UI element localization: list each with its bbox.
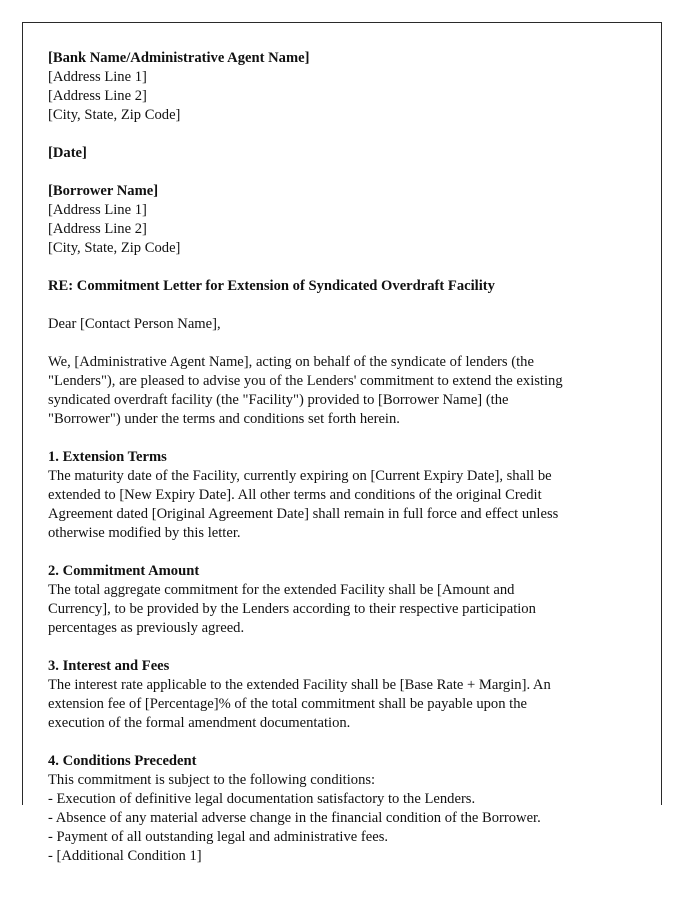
sender-address-block <box>48 49 563 125</box>
intro-paragraph-block <box>48 353 563 429</box>
section-commitment-amount-heading: 2. Commitment Amount <box>48 563 200 579</box>
recipient-name: [Borrower Name] <box>48 183 159 199</box>
section-extension-terms-heading: 1. Extension Terms <box>48 449 167 465</box>
section-commitment-amount-body: The total aggregate commitment for the extended Facility shall be [Amount and Currency], to be provided by the Lenders according to their respective participation percentages as previously agreed. <box>48 582 536 636</box>
subject-block <box>48 277 563 296</box>
recipient-address-line-1: [Address Line 1] <box>48 202 147 218</box>
condition-item: - Absence of any material adverse change in the financial condition of the Borrower. <box>48 810 541 826</box>
section-interest-and-fees <box>48 657 563 733</box>
conditions-intro: This commitment is subject to the following conditions: <box>48 772 376 788</box>
sender-address-line-1: [Address Line 1] <box>48 69 147 85</box>
sender-city-state-zip: [City, State, Zip Code] <box>48 107 181 123</box>
intro-paragraph: We, [Administrative Agent Name], acting on behalf of the syndicate of lenders (the "Lenders"), are pleased to advise you of the Lenders' commitment to extend the existing syndicated overdraft facility (the "Facility") provided to [Borrower Name] (the "Borrower") under the terms and conditions set forth herein. <box>48 354 563 427</box>
date-line: [Date] <box>48 145 87 161</box>
date-block <box>48 144 563 163</box>
section-commitment-amount <box>48 562 563 638</box>
recipient-address-block <box>48 182 563 258</box>
letter-body <box>23 23 589 866</box>
condition-item: - Execution of definitive legal documentation satisfactory to the Lenders. <box>48 791 476 807</box>
salutation-line: Dear [Contact Person Name], <box>48 316 221 332</box>
section-conditions-precedent <box>48 752 563 866</box>
document-page <box>22 22 662 864</box>
sender-address-line-2: [Address Line 2] <box>48 88 147 104</box>
section-conditions-precedent-heading: 4. Conditions Precedent <box>48 753 197 769</box>
section-extension-terms-body: The maturity date of the Facility, currently expiring on [Current Expiry Date], shall be extended to [New Expiry Date]. All other terms and conditions of the original Credit Agreement dated [Original Agreement Date] shall remain in full force and effect unless otherwise modified by this letter. <box>48 468 559 541</box>
subject-line: RE: Commitment Letter for Extension of Syndicated Overdraft Facility <box>48 278 495 294</box>
recipient-city-state-zip: [City, State, Zip Code] <box>48 240 181 256</box>
condition-item: - Payment of all outstanding legal and administrative fees. <box>48 829 389 845</box>
salutation-block <box>48 315 563 334</box>
section-interest-and-fees-heading: 3. Interest and Fees <box>48 658 170 674</box>
condition-item: - [Additional Condition 1] <box>48 848 202 864</box>
sender-name: [Bank Name/Administrative Agent Name] <box>48 50 310 66</box>
section-interest-and-fees-body: The interest rate applicable to the extended Facility shall be [Base Rate + Margin]. An extension fee of [Percentage]% of the total commitment shall be payable upon the execution of the formal amendment documentation. <box>48 677 551 731</box>
section-extension-terms <box>48 448 563 543</box>
recipient-address-line-2: [Address Line 2] <box>48 221 147 237</box>
